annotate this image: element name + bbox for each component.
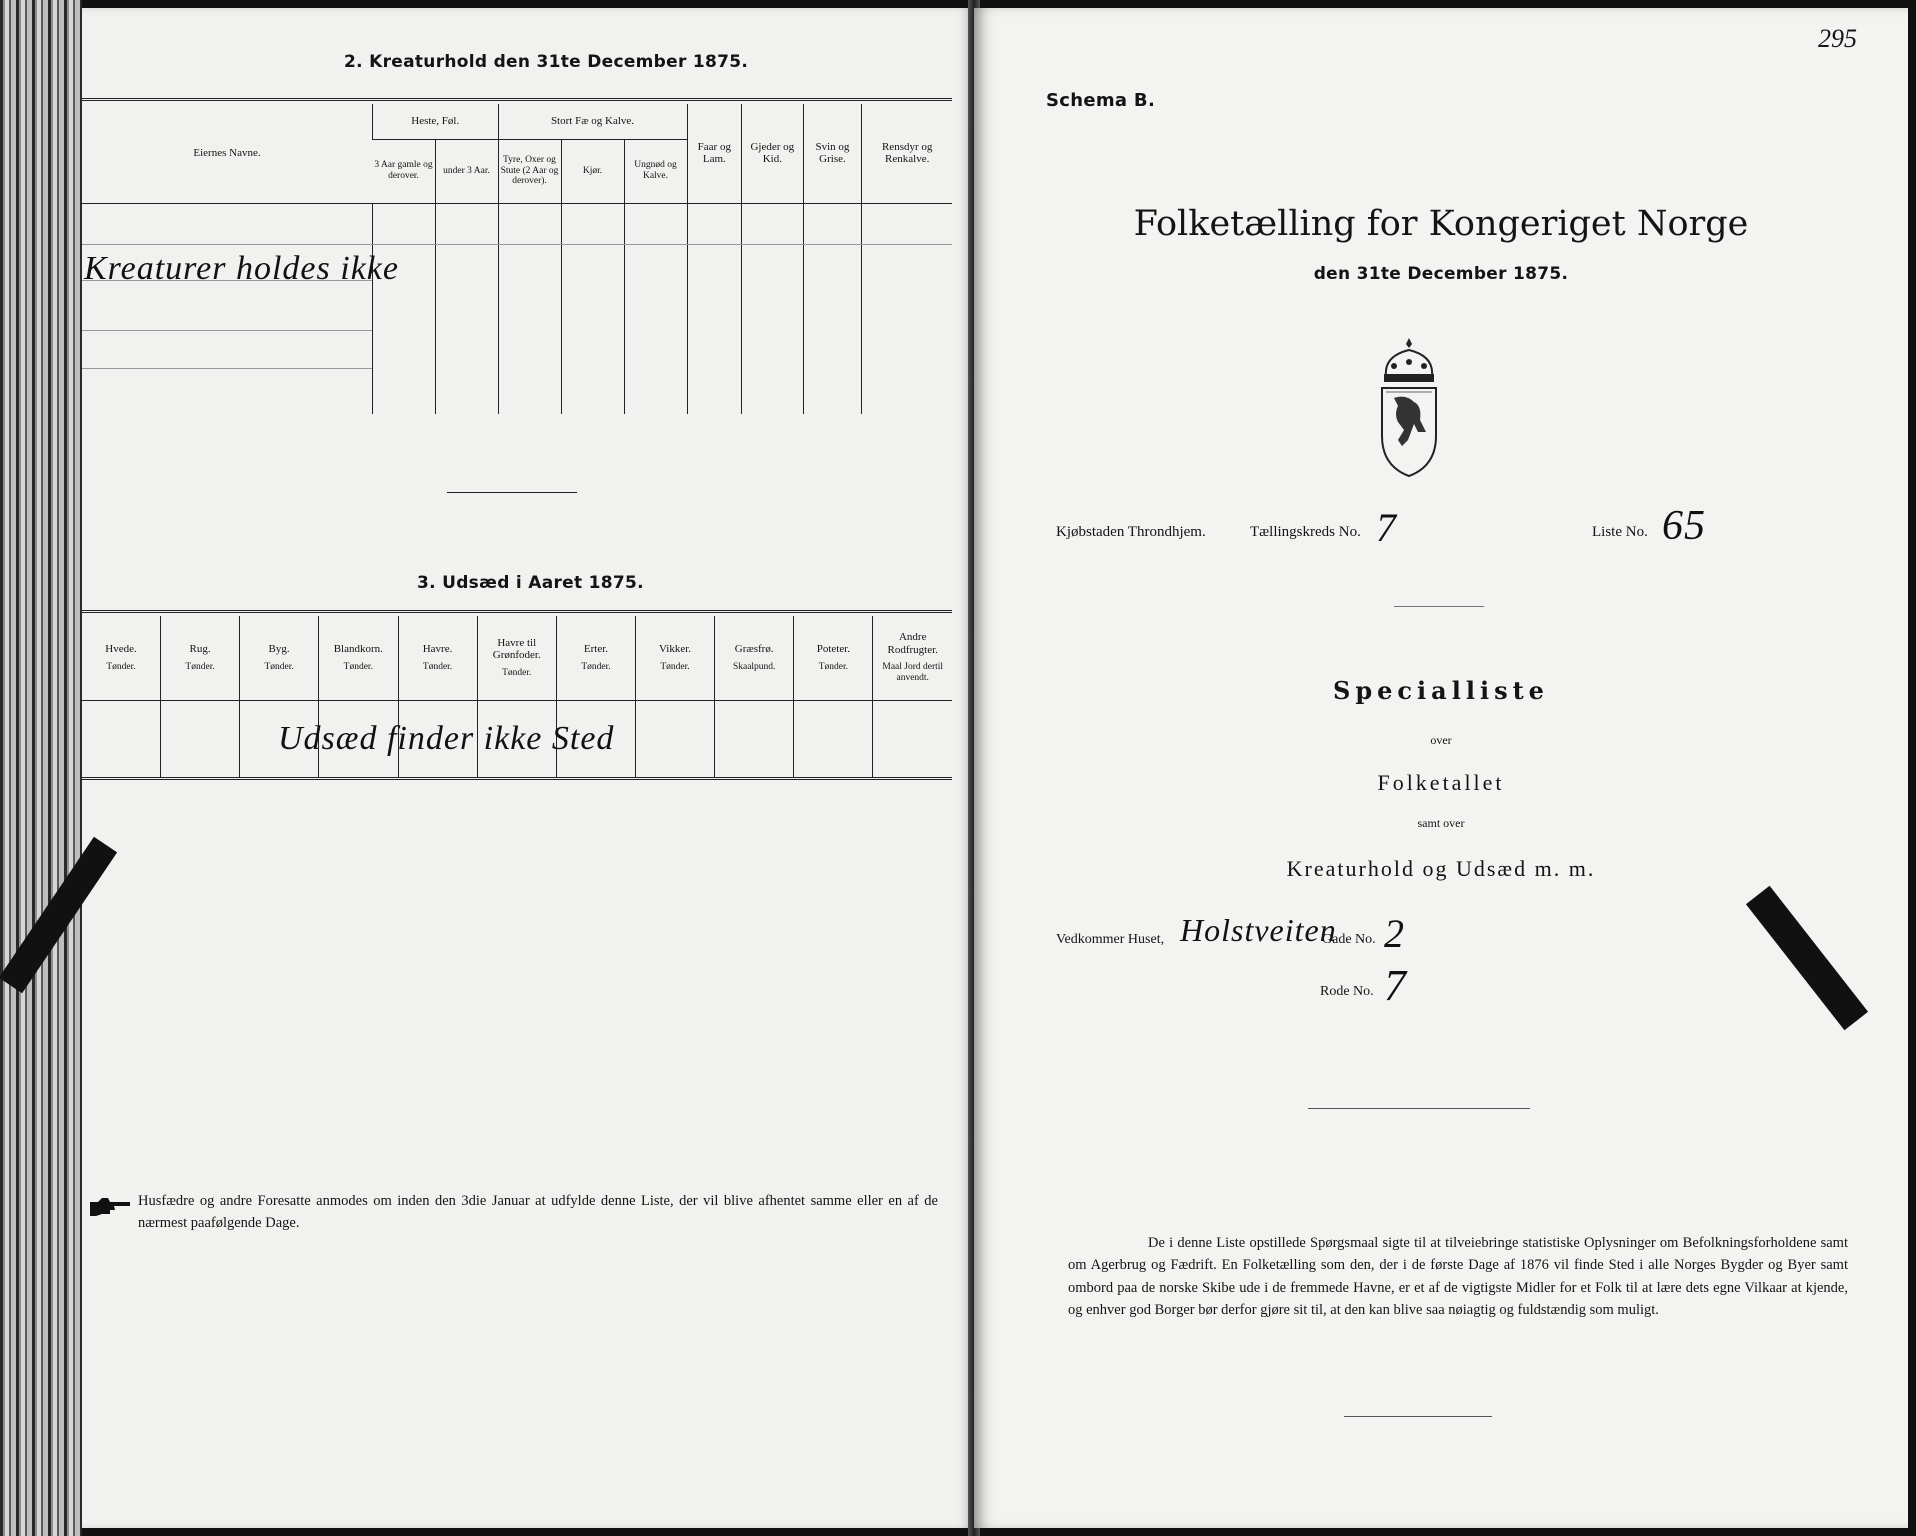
heste-under3-header: under 3 Aar. bbox=[435, 139, 498, 203]
main-title: Folketælling for Kongeriget Norge bbox=[1133, 204, 1749, 244]
udsaed-col-name: Vikker. bbox=[658, 642, 692, 655]
udsaed-col-header bbox=[715, 616, 794, 700]
kreds-value: 7 bbox=[1376, 505, 1397, 550]
udsaed-col-name: Havre til Grønfoder. bbox=[492, 636, 541, 662]
page-number: 295 bbox=[1818, 24, 1857, 53]
udsaed-col-header bbox=[556, 616, 635, 700]
udsaed-col-name: Andre Rodfrugter. bbox=[887, 631, 938, 656]
udsaed-col-unit: Tønder. bbox=[264, 661, 294, 672]
street-value: Holstveiten bbox=[1180, 912, 1337, 948]
udsaed-col-unit: Tønder. bbox=[818, 661, 849, 672]
date-line: den 31te December 1875. bbox=[1313, 264, 1569, 284]
left-page bbox=[82, 8, 974, 1528]
liste-value: 65 bbox=[1662, 503, 1706, 549]
udsaed-col-header bbox=[477, 616, 556, 700]
owner-cell bbox=[82, 203, 373, 414]
gade-label: Gade No. bbox=[1322, 932, 1376, 947]
udsaed-col-header bbox=[873, 616, 952, 700]
info-paragraph: De i denne Liste opstillede Spørgsmaal sigte til at tilveiebringe statistiske Oplysninger om Befolkningsforholdene samt om Agerbrug og Fædrift. En Folketælling som den, der i de første Dage af 1876 vil finde Sted i alle Norges Bygder og Byer samt ombord paa de norske Skibe ude i de fremmede Havne, er et af de vigtigste Midler for et Folk til at lære dets egne Vilkaar at kjende, og enhver god Borger bør derfor gjøre sit til, at den kan blive saa nøiagtig og fuldstændig som muligt. bbox=[1068, 1235, 1848, 1319]
tyre-header: Tyre, Oxer og Stute (2 Aar og derover). bbox=[498, 139, 561, 203]
heste-3aar-header: 3 Aar gamle og derover. bbox=[374, 160, 433, 181]
udsaed-top-rule bbox=[82, 610, 952, 613]
stort-fae-header: Stort Fæ og Kalve. bbox=[498, 104, 687, 139]
owner-header: Eiernes Navne. bbox=[193, 146, 261, 159]
liste-label: Liste No. bbox=[1592, 524, 1648, 540]
udsaed-col-header bbox=[398, 616, 477, 700]
notice-text: Husfædre og andre Foresatte anmodes om inden den 3die Januar at udfylde denne Liste, der vil blive afhentet samme eller en af de nærmest paafølgende Dage. bbox=[138, 1193, 938, 1231]
faar-header: Faar og Lam. bbox=[687, 104, 742, 203]
udsaed-col-unit: Tønder. bbox=[106, 661, 136, 672]
udsaed-bottom-rule bbox=[82, 777, 952, 780]
udsaed-cell bbox=[873, 700, 952, 778]
section2-title: 2. Kreaturhold den 31te December 1875. bbox=[344, 52, 749, 72]
udsaed-col-name: Græsfrø. bbox=[734, 642, 774, 655]
book-edge bbox=[0, 0, 82, 1536]
udsaed-col-header bbox=[161, 616, 240, 700]
svin-header: Svin og Grise. bbox=[803, 104, 862, 203]
udsaed-col-name: Byg. bbox=[268, 642, 290, 655]
udsaed-col-unit: Tønder. bbox=[502, 667, 532, 678]
schema-label: Schema B. bbox=[1046, 90, 1156, 111]
udsaed-col-header bbox=[82, 616, 161, 700]
udsaed-cell bbox=[794, 700, 873, 778]
specialliste-title: Specialliste bbox=[1333, 676, 1549, 705]
rensdyr-header: Rensdyr og Renkalve. bbox=[862, 104, 952, 203]
rode-value: 7 bbox=[1384, 961, 1407, 1010]
udsaed-col-name: Hvede. bbox=[105, 642, 137, 655]
section3-title: 3. Udsæd i Aaret 1875. bbox=[417, 573, 644, 593]
udsaed-col-name: Erter. bbox=[583, 642, 609, 655]
udsaed-col-unit: Skaalpund. bbox=[732, 661, 776, 672]
udsaed-cell bbox=[161, 700, 240, 778]
kjoer-header: Kjør. bbox=[561, 139, 624, 203]
udsaed-col-name: Rug. bbox=[189, 642, 211, 655]
udsaed-cell bbox=[635, 700, 714, 778]
udsaed-col-unit: Maal Jord dertil anvendt. bbox=[882, 662, 944, 684]
udsaed-col-header bbox=[319, 616, 398, 700]
gade-value: 2 bbox=[1384, 911, 1405, 956]
samt-over-text: samt over bbox=[1417, 816, 1465, 830]
udsaed-col-header bbox=[635, 616, 714, 700]
udsaed-col-unit: Tønder. bbox=[185, 661, 215, 672]
kreaturhold-udsaed-text: Kreaturhold og Udsæd m. m. bbox=[1286, 856, 1596, 881]
vedkommer-label: Vedkommer Huset, bbox=[1056, 932, 1165, 947]
rode-label: Rode No. bbox=[1320, 984, 1374, 999]
udsaed-cell bbox=[82, 700, 161, 778]
folketallet-text: Folketallet bbox=[1377, 770, 1505, 795]
udsaed-col-header bbox=[240, 616, 319, 700]
kreds-label: Tællingskreds No. bbox=[1250, 524, 1361, 540]
udsaed-handwriting: Udsæd finder ikke Sted bbox=[278, 720, 615, 757]
udsaed-col-unit: Tønder. bbox=[343, 661, 373, 672]
udsaed-col-name: Blandkorn. bbox=[333, 642, 383, 655]
udsaed-col-unit: Tønder. bbox=[581, 661, 611, 672]
udsaed-col-header bbox=[794, 616, 873, 700]
udsaed-cell bbox=[715, 700, 794, 778]
kjobstad-label: Kjøbstaden Throndhjem. bbox=[1056, 524, 1206, 540]
coat-of-arms-icon bbox=[1374, 336, 1444, 478]
table-top-rule bbox=[82, 98, 952, 101]
udsaed-col-name: Havre. bbox=[422, 642, 453, 655]
heste-header: Heste, Føl. bbox=[373, 104, 499, 139]
ungnod-header: Ungnød og Kalve. bbox=[624, 139, 687, 203]
page-clip-icon bbox=[1746, 886, 1868, 1031]
over-text-1: over bbox=[1430, 733, 1452, 747]
kreatur-handwriting: Kreaturer holdes ikke bbox=[84, 250, 399, 287]
udsaed-col-name: Poteter. bbox=[816, 642, 851, 655]
separator bbox=[447, 492, 577, 493]
udsaed-col-unit: Tønder. bbox=[422, 661, 453, 672]
right-page bbox=[974, 8, 1908, 1528]
udsaed-col-unit: Tønder. bbox=[660, 661, 690, 672]
gjeder-header: Gjeder og Kid. bbox=[742, 104, 803, 203]
pointing-hand-icon bbox=[88, 1196, 128, 1214]
